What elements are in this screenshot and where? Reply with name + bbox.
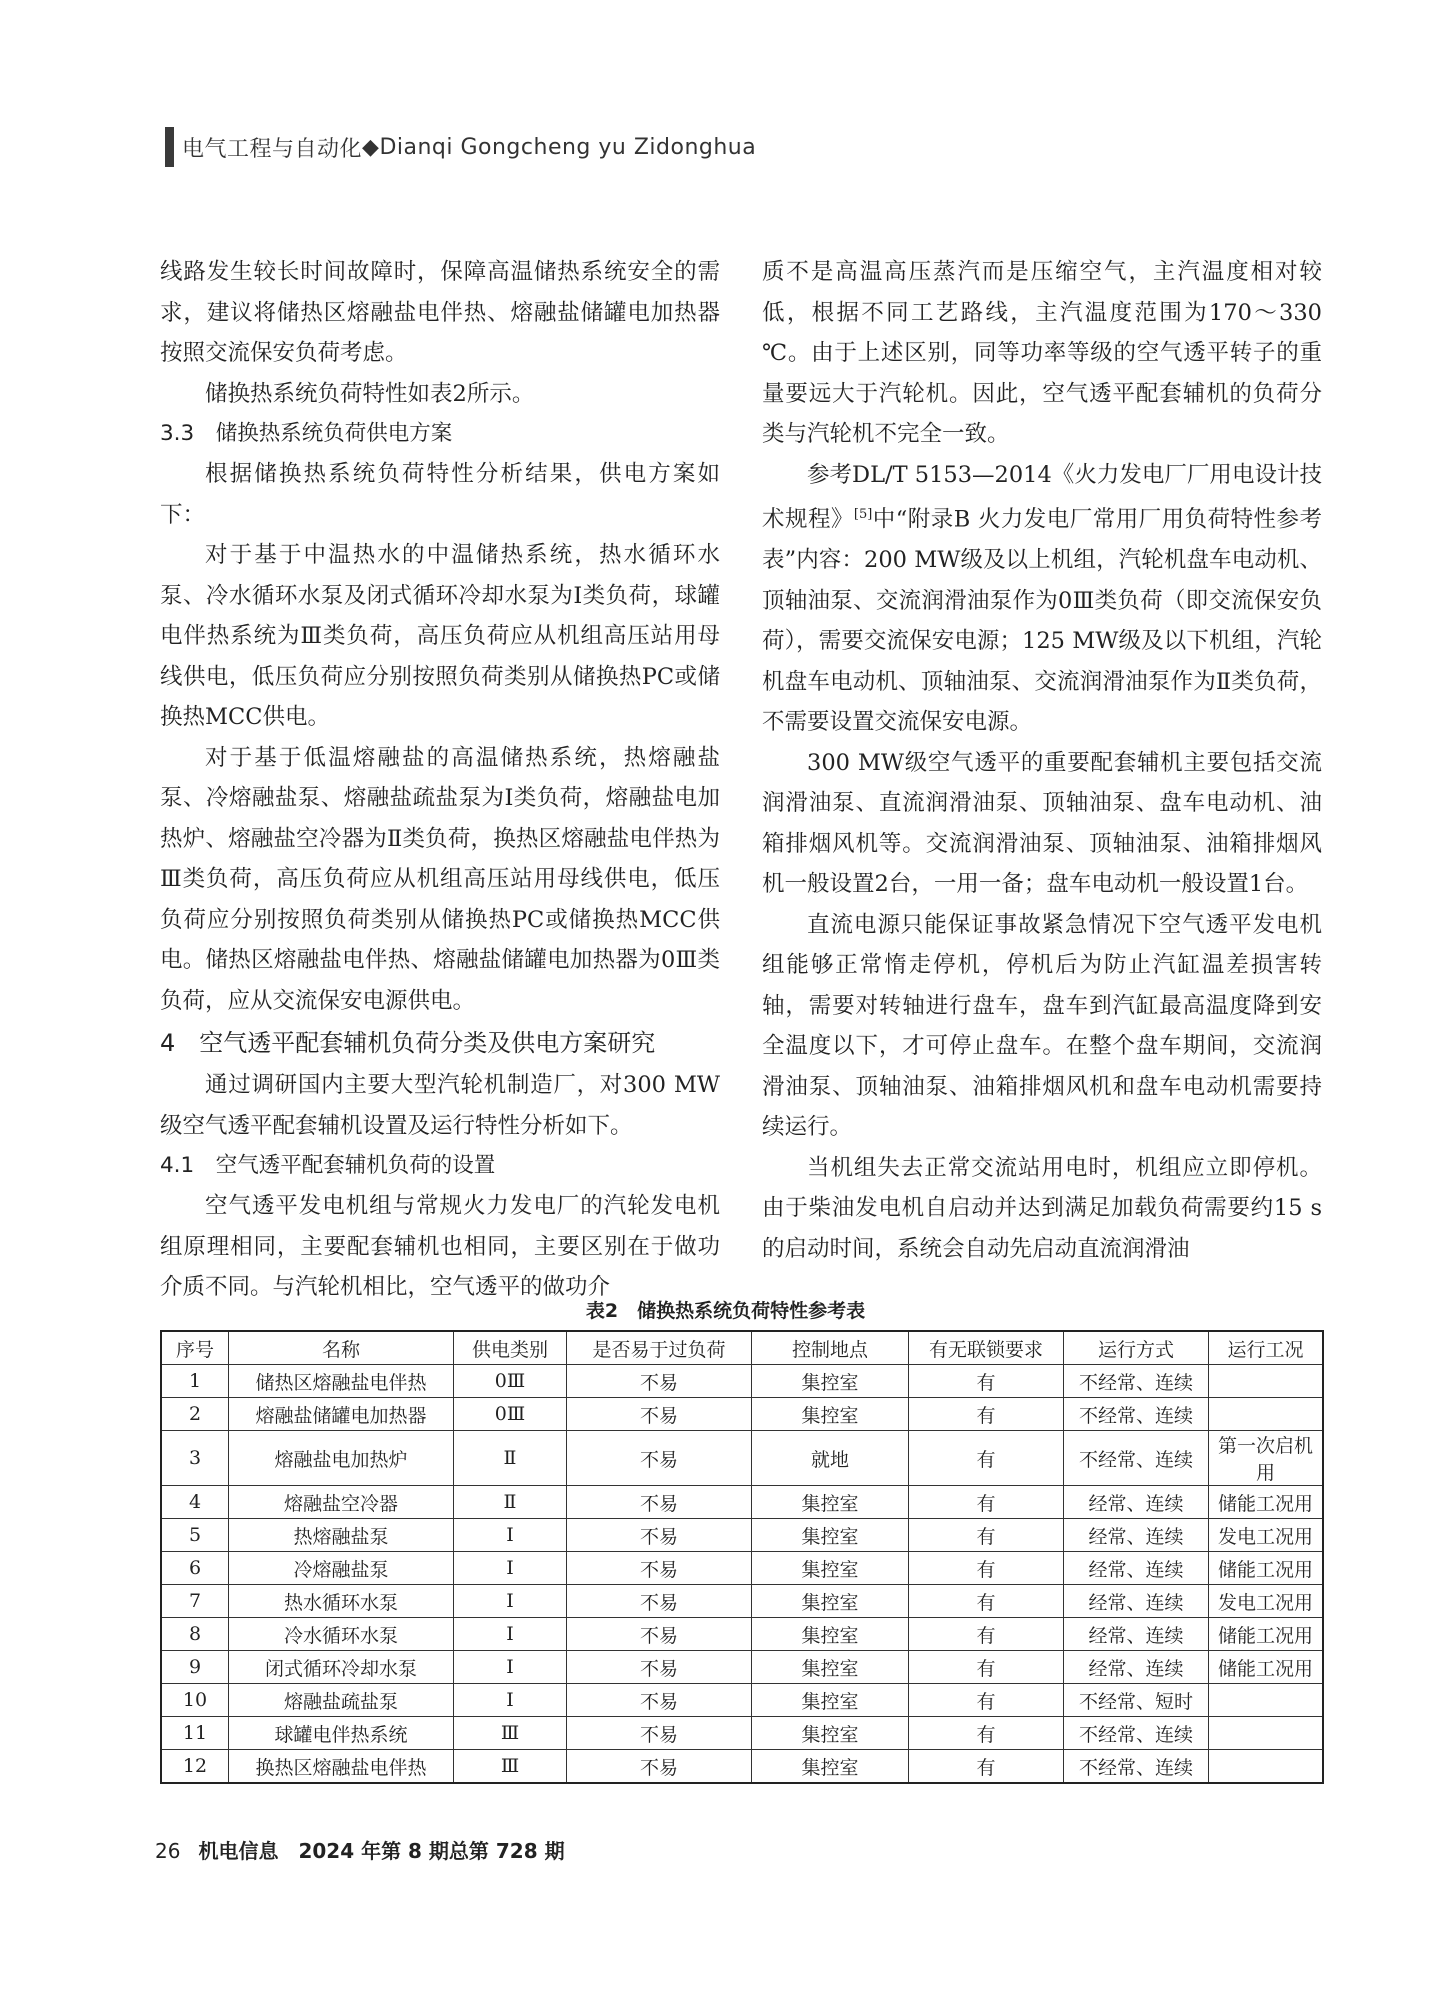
table-cell: 经常、连续 [1064,1651,1209,1684]
table-cell: 4 [161,1486,229,1519]
header-bar [165,127,174,167]
table-cell: 储热区熔融盐电伴热 [229,1365,454,1398]
table-header-cell: 有无联锁要求 [909,1331,1064,1365]
table-cell: 集控室 [752,1651,909,1684]
table-cell: 换热区熔融盐电伴热 [229,1750,454,1784]
table-cell: 集控室 [752,1585,909,1618]
table-row [161,1398,1323,1431]
paragraph-reference [762,455,1322,743]
table-cell: 有 [909,1585,1064,1618]
table-cell: 不易 [567,1717,752,1750]
paragraph-text: 参考DL/T 5153—2014《火力发电厂厂用电设计技术规程》 [762,461,1322,533]
table-cell: 经常、连续 [1064,1519,1209,1552]
table-cell: 集控室 [752,1486,909,1519]
section-heading-3-3: 3.3 储换热系统负荷供电方案 [160,421,453,446]
paragraph: 质不是高温高压蒸汽而是压缩空气，主汽温度相对较低，根据不同工艺路线，主汽温度范围为170～330 ℃。由于上述区别，同等功率等级的空气透平转子的重量要远大于汽轮机。因此，空气透平配套辅机的负荷分类与汽轮机不完全一致。 [762,259,1322,447]
table-cell: 8 [161,1618,229,1651]
table-cell: 12 [161,1750,229,1784]
table-cell: 不经常、连续 [1064,1431,1209,1486]
table-cell: 0Ⅲ [454,1398,567,1431]
table-cell: 不易 [567,1519,752,1552]
table-cell: 储能工况用 [1209,1552,1324,1585]
table-cell: 有 [909,1552,1064,1585]
table-cell: 热熔融盐泵 [229,1519,454,1552]
table-cell: 不易 [567,1552,752,1585]
paragraph: 空气透平发电机组与常规火力发电厂的汽轮发电机组原理相同，主要配套辅机也相同，主要区别在于做功介质不同。与汽轮机相比，空气透平的做功介 [160,1193,720,1300]
table-cell: 集控室 [752,1398,909,1431]
table-cell: 0Ⅲ [454,1365,567,1398]
page-number: 26 [155,1839,181,1863]
table-cell: 集控室 [752,1365,909,1398]
table-cell: 不易 [567,1651,752,1684]
table-cell: 就地 [752,1431,909,1486]
paragraph: 对于基于低温熔融盐的高温储热系统，热熔融盐泵、冷熔融盐泵、熔融盐疏盐泵为Ⅰ类负荷，熔融盐电加热炉、熔融盐空冷器为Ⅱ类负荷，换热区熔融盐电伴热为Ⅲ类负荷，高压负荷应从机组高压站用母线供电，低压负荷应分别按照负荷类别从储换热PC或储换热MCC供电。储热区熔融盐电伴热、熔融盐储罐电加热器为0Ⅲ类负荷，应从交流保安电源供电。 [160,744,720,1014]
table-row [161,1717,1323,1750]
table-row [161,1486,1323,1519]
table-cell: 冷水循环水泵 [229,1618,454,1651]
table-cell: 熔融盐空冷器 [229,1486,454,1519]
page-footer [155,1835,565,1864]
table-cell: 不易 [567,1684,752,1717]
table-header-row [161,1331,1323,1365]
table-cell: 熔融盐储罐电加热器 [229,1398,454,1431]
table-header-cell: 供电类别 [454,1331,567,1365]
table-cell: 有 [909,1398,1064,1431]
table-row [161,1684,1323,1717]
table-cell: 熔融盐疏盐泵 [229,1684,454,1717]
table-cell [1209,1684,1324,1717]
table-header-cell: 是否易于过负荷 [567,1331,752,1365]
table-cell: 不经常、连续 [1064,1398,1209,1431]
table-cell: 发电工况用 [1209,1519,1324,1552]
table-cell [1209,1398,1324,1431]
table-cell: 有 [909,1651,1064,1684]
table-cell: Ⅰ [454,1585,567,1618]
table-cell: 有 [909,1486,1064,1519]
table-cell: 集控室 [752,1519,909,1552]
section-heading-4: 4 空气透平配套辅机负荷分类及供电方案研究 [160,1029,656,1057]
table-row [161,1519,1323,1552]
table-cell: Ⅰ [454,1519,567,1552]
right-column [762,252,1322,1269]
table-cell: 集控室 [752,1552,909,1585]
table-cell: 不易 [567,1486,752,1519]
table-cell: 集控室 [752,1618,909,1651]
table-cell: 经常、连续 [1064,1585,1209,1618]
table-cell: Ⅰ [454,1684,567,1717]
paragraph: 储换热系统负荷特性如表2所示。 [205,380,535,407]
table-cell: 不易 [567,1585,752,1618]
table-cell: 储能工况用 [1209,1618,1324,1651]
table-row [161,1618,1323,1651]
header-journal-cn: 电气工程与自动化 [182,136,363,162]
table-cell: 3 [161,1431,229,1486]
table-header-cell: 运行工况 [1209,1331,1324,1365]
table-cell: 不易 [567,1431,752,1486]
paragraph: 300 MW级空气透平的重要配套辅机主要包括交流润滑油泵、直流润滑油泵、顶轴油泵、盘车电动机、油箱排烟风机等。交流润滑油泵、顶轴油泵、油箱排烟风机一般设置2台，一用一备；盘车电动机一般设置1台。 [762,749,1322,897]
table-cell: 储能工况用 [1209,1651,1324,1684]
table-cell: Ⅱ [454,1431,567,1486]
table-cell: 储能工况用 [1209,1486,1324,1519]
table-cell: 不经常、连续 [1064,1717,1209,1750]
load-characteristics-table [160,1330,1324,1784]
table-cell: 球罐电伴热系统 [229,1717,454,1750]
table-cell: 有 [909,1618,1064,1651]
table-cell: 不易 [567,1365,752,1398]
table-cell: 不易 [567,1398,752,1431]
table-cell: 11 [161,1717,229,1750]
table-row [161,1585,1323,1618]
table-cell: Ⅲ [454,1750,567,1784]
header-journal-pinyin: Dianqi Gongcheng yu Zidonghua [379,134,757,160]
table-cell: 有 [909,1684,1064,1717]
paragraph-text: 中“附录B 火力发电厂常用厂用负荷特性参考表”内容：200 MW级及以上机组，汽轮机盘车电动机、顶轴油泵、交流润滑油泵作为0Ⅲ类负荷（即交流保安负荷），需要交流保安电源；125 MW级及以下机组，汽轮机盘车电动机、顶轴油泵、交流润滑油泵作为Ⅱ类负荷，不需要设置交流保安电源。 [762,506,1322,735]
table-cell: 有 [909,1750,1064,1784]
table-cell: 集控室 [752,1684,909,1717]
paragraph: 通过调研国内主要大型汽轮机制造厂，对300 MW级空气透平配套辅机设置及运行特性分析如下。 [160,1072,720,1139]
table-cell: 经常、连续 [1064,1552,1209,1585]
table-cell [1209,1750,1324,1784]
table-header-cell: 名称 [229,1331,454,1365]
table-cell: 1 [161,1365,229,1398]
paragraph: 当机组失去正常交流站用电时，机组应立即停机。由于柴油发电机自启动并达到满足加载负荷需要约15 s的启动时间，系统会自动先启动直流润滑油 [762,1154,1322,1262]
table-cell: 不经常、连续 [1064,1365,1209,1398]
table-cell: 7 [161,1585,229,1618]
table-header-cell: 控制地点 [752,1331,909,1365]
paragraph: 对于基于中温热水的中温储热系统，热水循环水泵、冷水循环水泵及闭式循环冷却水泵为Ⅰ类负荷，球罐电伴热系统为Ⅲ类负荷，高压负荷应从机组高压站用母线供电，低压负荷应分别按照负荷类别从储换热PC或储换热MCC供电。 [160,542,720,730]
table-cell: Ⅰ [454,1651,567,1684]
table-caption: 表2 储换热系统负荷特性参考表 [585,1300,866,1322]
table-cell: 有 [909,1431,1064,1486]
table-cell: 有 [909,1519,1064,1552]
table-cell: 经常、连续 [1064,1618,1209,1651]
table-cell: Ⅱ [454,1486,567,1519]
table-cell: Ⅲ [454,1717,567,1750]
paragraph: 线路发生较长时间故障时，保障高温储热系统安全的需求，建议将储热区熔融盐电伴热、熔融盐储罐电加热器按照交流保安负荷考虑。 [160,259,720,366]
table-row [161,1750,1323,1784]
paragraph: 根据储换热系统负荷特性分析结果，供电方案如下： [160,461,720,528]
running-header [165,128,756,166]
table-cell: 不经常、短时 [1064,1684,1209,1717]
table-cell: 不经常、连续 [1064,1750,1209,1784]
table-cell: Ⅰ [454,1552,567,1585]
table-cell: 热水循环水泵 [229,1585,454,1618]
table-header-cell: 序号 [161,1331,229,1365]
citation-ref: [5] [853,507,873,522]
section-heading-4-1: 4.1 空气透平配套辅机负荷的设置 [160,1153,496,1178]
table-cell: 不易 [567,1750,752,1784]
table-cell: 集控室 [752,1750,909,1784]
table-row [161,1552,1323,1585]
table-cell: 第一次启机用 [1209,1431,1324,1486]
table-cell: 闭式循环冷却水泵 [229,1651,454,1684]
table-cell: 6 [161,1552,229,1585]
table-cell: 有 [909,1365,1064,1398]
table-row [161,1431,1323,1486]
table-cell: 10 [161,1684,229,1717]
table-cell: 不易 [567,1618,752,1651]
table-cell [1209,1365,1324,1398]
table-cell: 熔融盐电加热炉 [229,1431,454,1486]
table-cell: 有 [909,1717,1064,1750]
table-cell: 发电工况用 [1209,1585,1324,1618]
header-separator: ◆ [362,134,380,160]
footer-journal-info: 机电信息 2024 年第 8 期总第 728 期 [198,1839,565,1863]
table-cell: Ⅰ [454,1618,567,1651]
table-row [161,1365,1323,1398]
table-cell: 9 [161,1651,229,1684]
paragraph: 直流电源只能保证事故紧急情况下空气透平发电机组能够正常惰走停机，停机后为防止汽缸温差损害转轴，需要对转轴进行盘车，盘车到汽缸最高温度降到安全温度以下，才可停止盘车。在整个盘车期间，交流润滑油泵、顶轴油泵、油箱排烟风机和盘车电动机需要持续运行。 [762,911,1322,1140]
table-row [161,1651,1323,1684]
table-cell: 5 [161,1519,229,1552]
left-column [160,252,720,1308]
table-cell: 冷熔融盐泵 [229,1552,454,1585]
table-cell: 2 [161,1398,229,1431]
table-cell [1209,1717,1324,1750]
table-header-cell: 运行方式 [1064,1331,1209,1365]
table-cell: 集控室 [752,1717,909,1750]
table-cell: 经常、连续 [1064,1486,1209,1519]
